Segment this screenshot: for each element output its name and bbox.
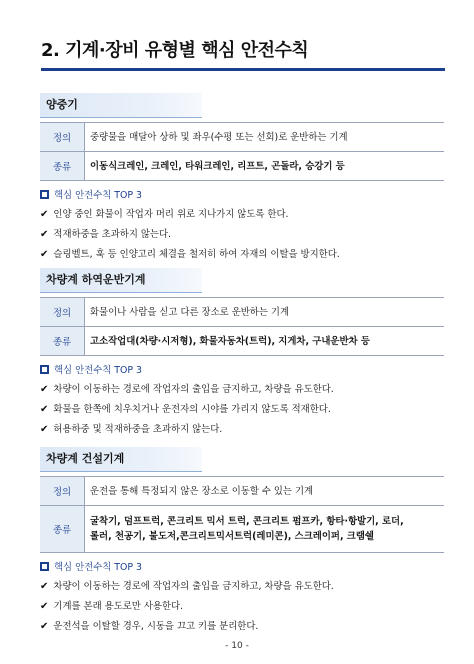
list-item [40, 380, 444, 400]
list-item [40, 617, 444, 637]
definition-label: 정의 [40, 298, 85, 327]
definition-label: 정의 [40, 477, 85, 506]
definition-text: 화물이나 사람을 싣고 다른 장소로 운반하는 기계 [85, 298, 445, 327]
definition-label: 정의 [40, 123, 85, 152]
top3-heading [40, 362, 444, 376]
rule-list [40, 577, 444, 637]
definition-table [40, 297, 444, 356]
checkbox-square-icon [40, 365, 49, 374]
rule-text: 적재하중을 초과하지 않는다. [53, 229, 172, 240]
rule-text: 기계를 본래 용도로만 사용한다. [53, 601, 184, 612]
list-item [40, 420, 444, 440]
rule-text: 화물을 한쪽에 치우치거나 운전자의 시야를 가리지 않도록 적재한다. [53, 404, 331, 415]
checkmark-icon: ✔ [40, 229, 49, 240]
section-cargo-transport-machines [40, 268, 444, 440]
top3-label: 핵심 안전수칙 TOP 3 [54, 365, 143, 376]
checkbox-square-icon [40, 562, 49, 571]
type-text: 고소작업대(차량·시저형), 화물자동차(트럭), 지게차, 구내운반차 등 [85, 327, 445, 356]
type-line: 굴착기, 덤프트럭, 콘크리트 믹서 트럭, 콘크리트 펌프카, 항타·항발기, 로더, [90, 516, 404, 527]
type-label: 종류 [40, 327, 85, 356]
rule-text: 운전석을 이탈할 경우, 시동을 끄고 키를 분리한다. [53, 621, 259, 632]
top3-label: 핵심 안전수칙 TOP 3 [54, 190, 143, 201]
type-label: 종류 [40, 152, 85, 181]
list-item [40, 225, 444, 245]
rule-list [40, 205, 444, 265]
definition-text: 운전을 통해 특정되지 않은 장소로 이동할 수 있는 기계 [85, 477, 445, 506]
checkmark-icon: ✔ [40, 621, 49, 632]
list-item [40, 400, 444, 420]
checkbox-square-icon [40, 190, 49, 199]
section-heading: 차량계 하역운반기계 [40, 268, 202, 293]
section-heading: 양중기 [40, 93, 202, 118]
rule-list [40, 380, 444, 440]
list-item [40, 245, 444, 265]
checkmark-icon: ✔ [40, 249, 49, 260]
top3-heading [40, 559, 444, 573]
list-item [40, 205, 444, 225]
top3-label: 핵심 안전수칙 TOP 3 [54, 562, 143, 573]
type-line: 롤러, 천공기, 불도저,콘크리트믹서트럭(레미콘), 스크레이퍼, 크램쉘 [90, 531, 374, 542]
definition-table [40, 476, 444, 553]
type-text: 이동식크레인, 크레인, 타워크레인, 리프트, 곤돌라, 승강기 등 [85, 152, 445, 181]
list-item [40, 577, 444, 597]
type-text [85, 506, 445, 553]
rule-text: 차량이 이동하는 경로에 작업자의 출입을 금지하고, 차량을 유도한다. [53, 581, 334, 592]
checkmark-icon: ✔ [40, 424, 49, 435]
definition-table [40, 122, 444, 181]
checkmark-icon: ✔ [40, 209, 49, 220]
section-hoisting-machines [40, 93, 444, 265]
type-label: 종류 [40, 506, 85, 553]
checkmark-icon: ✔ [40, 404, 49, 415]
definition-text: 중량물을 매달아 상하 및 좌우(수평 또는 선회)로 운반하는 기계 [85, 123, 445, 152]
section-construction-machines [40, 447, 444, 637]
section-heading: 차량계 건설기계 [40, 447, 202, 472]
rule-text: 인양 중인 화물이 작업자 머리 위로 지나가지 않도록 한다. [53, 209, 289, 220]
rule-text: 슬링벨트, 훅 등 인양고리 체결을 철저히 하여 자재의 이탈을 방지한다. [53, 249, 340, 260]
list-item [40, 597, 444, 617]
page-title: 2. 기계·장비 유형별 핵심 안전수칙 [41, 36, 445, 71]
rule-text: 허용하중 및 적재하중을 초과하지 않는다. [53, 424, 223, 435]
top3-heading [40, 187, 444, 201]
rule-text: 차량이 이동하는 경로에 작업자의 출입을 금지하고, 차량을 유도한다. [53, 384, 334, 395]
checkmark-icon: ✔ [40, 601, 49, 612]
checkmark-icon: ✔ [40, 581, 49, 592]
page-number: - 10 - [225, 641, 249, 651]
checkmark-icon: ✔ [40, 384, 49, 395]
